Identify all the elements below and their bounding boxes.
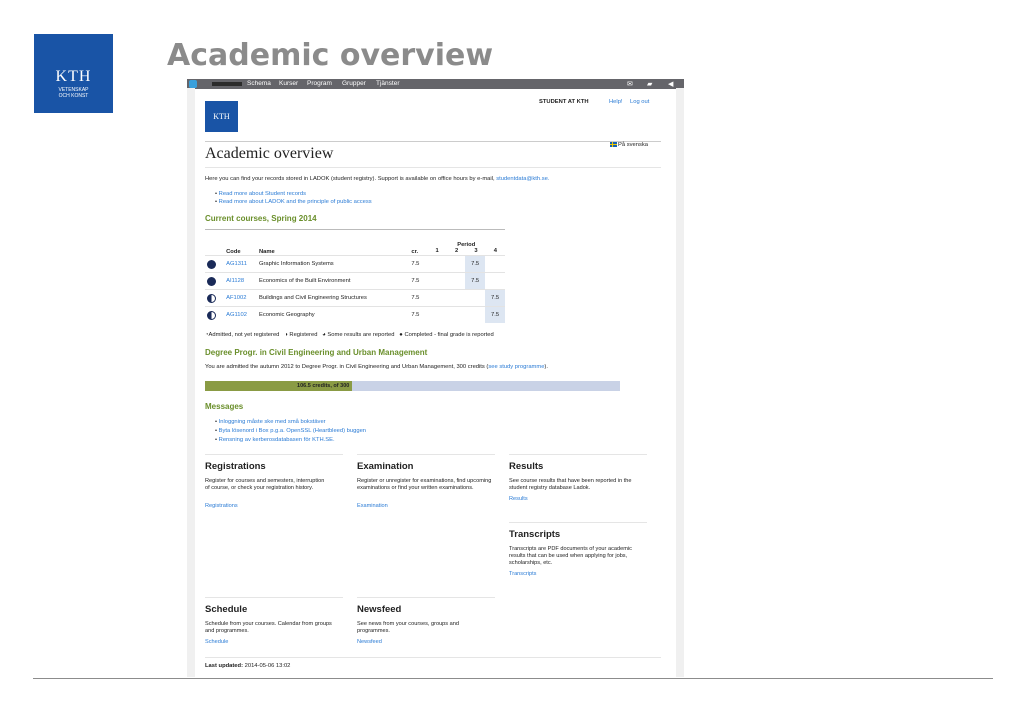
page-margin-right: [676, 88, 684, 677]
registrations-title: Registrations: [205, 461, 266, 472]
logout-link[interactable]: Log out: [630, 99, 650, 105]
period-3-credits: 7.5: [465, 273, 485, 290]
chat-icon[interactable]: ▰: [647, 81, 653, 88]
col-name: Name: [258, 249, 275, 255]
table-row: [205, 256, 505, 273]
degree-text: You are admitted the autumn 2012 to Degree Progr. in Civil Engineering and Urban Management, 300 credits (see study programme).: [205, 364, 548, 370]
status-legend: ◔Admitted, not yet registered ◑ Registered ◕ Some results are reported ● Completed - final grade is reported: [205, 332, 494, 338]
message-item[interactable]: • Byta lösenord i Box p.g.a. OpenSSL (Heartbleed) buggen: [215, 428, 367, 434]
col-period: Period 1 2 3 4: [435, 242, 497, 254]
language-switch[interactable]: På svenska: [610, 142, 648, 148]
mail-icon[interactable]: ✉: [627, 81, 633, 88]
top-navigation-bar: [187, 79, 684, 89]
period-4-credits: [485, 273, 505, 290]
course-name: Economics of the Built Environment: [257, 273, 409, 290]
page-margin-left: [187, 88, 195, 677]
table-top-rule: [205, 229, 505, 230]
course-code-link[interactable]: AF1002: [226, 295, 247, 301]
status-completed-icon: [207, 260, 216, 269]
newsfeed-text: See news from your courses, groups and programmes.: [357, 621, 459, 634]
transcripts-title: Transcripts: [509, 529, 561, 540]
page-title: Academic overview: [205, 145, 334, 162]
last-updated: Last updated: 2014-05-06 13:02: [205, 663, 291, 669]
degree-heading: Degree Progr. in Civil Engineering and Urban Management: [205, 348, 428, 357]
course-code-link[interactable]: AI1128: [226, 278, 245, 284]
table-row: [205, 273, 505, 290]
message-item[interactable]: • Inloggning måste ske med små bokstäver: [215, 419, 326, 425]
announce-icon[interactable]: ◀: [668, 81, 674, 88]
transcripts-link[interactable]: Transcripts: [509, 571, 537, 577]
status-completed-icon: [207, 277, 216, 286]
period-4-credits: 7.5: [485, 307, 505, 324]
course-name: Economic Geography: [257, 307, 409, 324]
card-divider: [509, 522, 647, 523]
info-link-2[interactable]: • Read more about LADOK and the principle of public access: [215, 199, 372, 205]
swedish-flag-icon: [610, 142, 617, 147]
help-link[interactable]: Help!: [609, 99, 623, 105]
results-title: Results: [509, 461, 544, 472]
slide-title: Academic overview: [167, 38, 494, 73]
newsfeed-link[interactable]: Newsfeed: [357, 639, 382, 645]
slide-divider: [33, 678, 993, 679]
registrations-text: Register for courses and semesters, interruption of course, or check your registration history.: [205, 478, 325, 491]
period-3-credits: [465, 307, 485, 324]
period-3-credits: 7.5: [465, 256, 485, 273]
examination-link[interactable]: Examination: [357, 503, 388, 509]
course-credits: 7.5: [409, 256, 427, 273]
period-4-credits: [485, 256, 505, 273]
courses-heading: Current courses, Spring 2014: [205, 214, 317, 223]
browser-screenshot: [187, 79, 684, 677]
registered-icon: ◑: [284, 332, 288, 338]
schedule-link[interactable]: Schedule: [205, 639, 229, 645]
some-results-icon: ◕: [322, 332, 326, 338]
status-registered-icon: [207, 311, 216, 320]
kth-small-logo[interactable]: KTH: [205, 101, 238, 132]
period-3-credits: [465, 290, 485, 307]
card-divider: [205, 454, 343, 455]
newsfeed-title: Newsfeed: [357, 604, 402, 615]
results-link[interactable]: Results: [509, 496, 528, 502]
credits-progress-bar: [205, 381, 620, 391]
course-name: Graphic Information Systems: [257, 256, 409, 273]
logo-text: KTH: [55, 68, 92, 85]
user-icon[interactable]: [189, 80, 197, 88]
nav-grupper[interactable]: Grupper: [342, 80, 366, 87]
completed-icon: ●: [399, 332, 403, 338]
examination-title: Examination: [357, 461, 414, 472]
nav-schema[interactable]: Schema: [247, 80, 271, 87]
period-4-credits: 7.5: [485, 290, 505, 307]
schedule-title: Schedule: [205, 604, 248, 615]
redacted-username: [212, 82, 242, 86]
messages-heading: Messages: [205, 402, 244, 411]
schedule-text: Schedule from your courses. Calendar from groups and programmes.: [205, 621, 332, 634]
transcripts-text: Transcripts are PDF documents of your academic results that can be used when applying for jobs, scholarships, etc.: [509, 546, 632, 566]
table-row: [205, 307, 505, 324]
courses-table: [205, 239, 505, 323]
support-email-link[interactable]: studentdata@kth.se.: [496, 176, 550, 182]
course-code-link[interactable]: AG1102: [226, 312, 247, 318]
admitted-icon: ◔: [205, 332, 209, 338]
student-label: STUDENT AT KTH: [539, 99, 589, 105]
course-credits: 7.5: [409, 290, 427, 307]
examination-text: Register or unregister for examinations, find upcoming examinations or find your written examinations.: [357, 478, 492, 491]
message-item[interactable]: • Rensning av kerberosdatabasen för KTH.SE.: [215, 437, 335, 443]
kth-logo: [34, 34, 113, 113]
course-code-link[interactable]: AG1311: [226, 261, 247, 267]
col-cr: cr.: [411, 249, 419, 255]
registrations-link[interactable]: Registrations: [205, 503, 238, 509]
progress-label: 106.5 credits, of 300: [297, 383, 350, 389]
nav-program[interactable]: Program: [307, 80, 332, 87]
card-divider: [205, 597, 343, 598]
intro-text: Here you can find your records stored in LADOK (student registry). Support is available on office hours by e-mail, studentdata@kth.se.: [205, 176, 550, 182]
results-text: See course results that have been reported in the student registry database Ladok.: [509, 478, 632, 491]
nav-tjanster[interactable]: Tjänster: [376, 80, 400, 87]
card-divider: [509, 454, 647, 455]
header-divider: [205, 141, 661, 142]
footer-divider: [205, 657, 661, 658]
logo-subtext: VETENSKAP OCH KONST: [58, 87, 89, 99]
title-divider: [205, 167, 661, 168]
info-link-1[interactable]: • Read more about Student records: [215, 191, 306, 197]
course-credits: 7.5: [409, 307, 427, 324]
status-registered-icon: [207, 294, 216, 303]
table-row: [205, 290, 505, 307]
card-divider: [357, 454, 495, 455]
study-programme-link[interactable]: see study programme: [488, 364, 545, 370]
course-credits: 7.5: [409, 273, 427, 290]
nav-kurser[interactable]: Kurser: [279, 80, 299, 87]
table-header: [205, 239, 505, 256]
col-code: Code: [226, 249, 241, 255]
card-divider: [357, 597, 495, 598]
course-name: Buildings and Civil Engineering Structures: [257, 290, 409, 307]
